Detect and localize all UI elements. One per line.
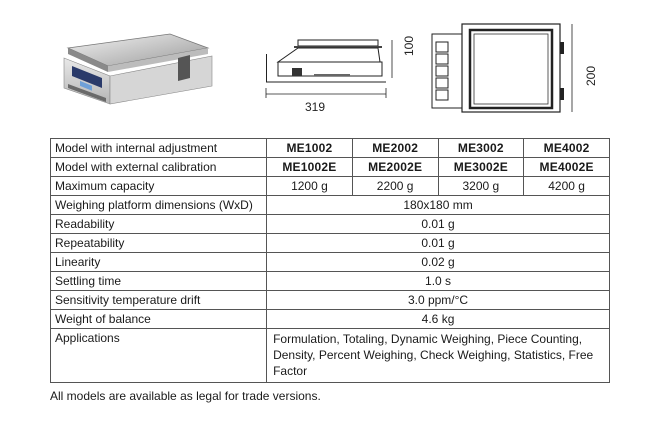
model-cell: ME1002E	[267, 158, 353, 177]
row-label: Model with internal adjustment	[51, 139, 267, 158]
side-view-drawing	[258, 32, 398, 107]
row-label: Repeatability	[51, 234, 267, 253]
side-width-label: 319	[305, 100, 326, 114]
row-label: Linearity	[51, 253, 267, 272]
row-label: Settling time	[51, 272, 267, 291]
model-cell: ME4002E	[524, 158, 610, 177]
value-cell: 180x180 mm	[267, 196, 610, 215]
table-row	[51, 234, 610, 253]
table-row	[51, 196, 610, 215]
top-height-label: 200	[584, 65, 598, 86]
table-row	[51, 139, 610, 158]
model-cell: ME3002E	[438, 158, 524, 177]
table-row	[51, 310, 610, 329]
model-cell: ME3002	[438, 139, 524, 158]
model-cell: ME2002E	[352, 158, 438, 177]
value-cell: 1200 g	[267, 177, 353, 196]
table-row	[51, 329, 610, 383]
table-row	[51, 177, 610, 196]
footnote: All models are available as legal for trade versions.	[50, 389, 321, 403]
table-row	[51, 253, 610, 272]
model-cell: ME1002	[267, 139, 353, 158]
row-label: Maximum capacity	[51, 177, 267, 196]
row-label: Model with external calibration	[51, 158, 267, 177]
top-view-drawing	[428, 18, 578, 116]
row-label: Sensitivity temperature drift	[51, 291, 267, 310]
table-row	[51, 158, 610, 177]
table-row	[51, 291, 610, 310]
model-cell: ME2002	[352, 139, 438, 158]
value-cell: 4200 g	[524, 177, 610, 196]
row-label: Weighing platform dimensions (WxD)	[51, 196, 267, 215]
value-cell: 4.6 kg	[267, 310, 610, 329]
value-cell: 3200 g	[438, 177, 524, 196]
value-cell: 0.01 g	[267, 215, 610, 234]
applications-cell: Formulation, Totaling, Dynamic Weighing, Piece Counting, Density, Percent Weighing, Check Weighing, Statistics, Free Factor	[267, 329, 610, 383]
table-row	[51, 215, 610, 234]
model-cell: ME4002	[524, 139, 610, 158]
value-cell: 0.01 g	[267, 234, 610, 253]
value-cell: 3.0 ppm/°C	[267, 291, 610, 310]
value-cell: 1.0 s	[267, 272, 610, 291]
row-label: Weight of balance	[51, 310, 267, 329]
product-figures	[0, 0, 655, 130]
value-cell: 0.02 g	[267, 253, 610, 272]
side-height-label: 100	[402, 35, 416, 56]
specifications-table	[50, 138, 610, 383]
table-row	[51, 272, 610, 291]
value-cell: 2200 g	[352, 177, 438, 196]
row-label: Applications	[51, 329, 267, 383]
balance-photo	[58, 28, 218, 110]
row-label: Readability	[51, 215, 267, 234]
